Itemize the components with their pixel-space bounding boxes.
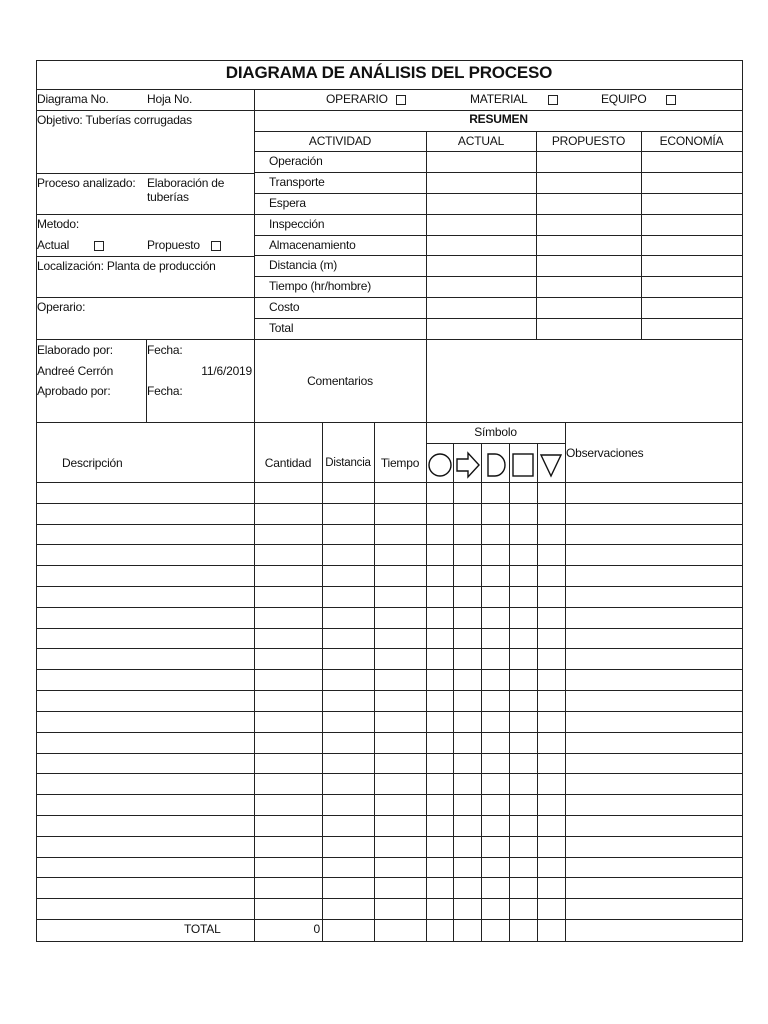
descripcion-header: Descripción [62, 456, 123, 470]
equipo-type-label: EQUIPO [601, 92, 647, 106]
grid-line [36, 297, 255, 298]
grid-line [36, 815, 743, 816]
col-actual: ACTUAL [457, 134, 505, 148]
operario-checkbox[interactable] [396, 95, 406, 105]
activity-5: Distancia (m) [269, 258, 338, 273]
elaborado-label: Elaborado por: [37, 343, 113, 357]
activity-3: Inspección [269, 216, 325, 231]
fecha-label: Fecha: [147, 343, 183, 357]
resumen-title: RESUMEN [469, 112, 528, 126]
grid-line [36, 60, 37, 942]
operario-type-label: OPERARIO [326, 92, 388, 106]
grid-line [36, 857, 743, 858]
process-analysis-sheet [36, 60, 742, 942]
proceso-value-line1: Elaboración de [147, 176, 225, 190]
comentarios-label: Comentarios [307, 374, 373, 388]
grid-line [426, 443, 566, 444]
grid-line [36, 941, 743, 942]
circle-icon [428, 451, 452, 479]
grid-line [36, 753, 743, 754]
activity-1: Transporte [269, 174, 325, 189]
grid-line [36, 89, 743, 90]
grid-line [36, 669, 743, 670]
grid-line [36, 919, 743, 920]
grid-line [426, 422, 427, 942]
grid-line [36, 214, 255, 215]
observaciones-header: Observaciones [566, 446, 644, 460]
proceso-value-line2: tuberías [147, 190, 189, 204]
grid-line [254, 214, 743, 215]
grid-line [36, 173, 255, 174]
total-label: TOTAL [184, 922, 221, 936]
grid-line [36, 648, 743, 649]
localizacion-field: Localización: Planta de producción [37, 259, 216, 273]
grid-line [36, 544, 743, 545]
grid-line [254, 318, 743, 319]
grid-line [254, 422, 255, 942]
d-shape-icon [484, 451, 508, 479]
grid-line [453, 443, 454, 942]
activity-7: Costo [269, 300, 300, 315]
proceso-label: Proceso analizado: [37, 176, 136, 190]
grid-line [36, 503, 743, 504]
grid-line [509, 443, 510, 942]
arrow-right-icon [455, 451, 481, 479]
activity-2: Espera [269, 195, 306, 210]
grid-line [254, 193, 743, 194]
hoja-label: Hoja No. [147, 92, 193, 106]
fecha-value: 11/6/2019 [201, 364, 252, 378]
grid-line [36, 690, 743, 691]
grid-line [254, 276, 743, 277]
total-value: 0 [313, 922, 320, 936]
grid-line [254, 151, 743, 152]
grid-line [254, 235, 743, 236]
grid-line [254, 297, 743, 298]
col-actividad: ACTIVIDAD [308, 134, 372, 148]
square-icon [510, 451, 536, 479]
activity-8: Total [269, 321, 294, 336]
propuesto-label: Propuesto [147, 238, 200, 252]
grid-line [36, 482, 743, 483]
grid-line [426, 339, 427, 423]
grid-line [36, 524, 743, 525]
col-propuesto: PROPUESTO [551, 134, 626, 148]
grid-line [36, 60, 743, 61]
actual-label: Actual [37, 238, 70, 252]
grid-line [537, 443, 538, 942]
metodo-label: Metodo: [37, 217, 79, 231]
grid-line [36, 732, 743, 733]
grid-line [36, 711, 743, 712]
operario-field: Operario: [37, 300, 86, 314]
grid-line [565, 422, 566, 942]
grid-line [36, 898, 743, 899]
objetivo-field: Objetivo: Tuberías corrugadas [37, 113, 192, 127]
grid-line [254, 339, 743, 340]
grid-line [36, 565, 743, 566]
grid-line [36, 794, 743, 795]
grid-line [36, 110, 743, 111]
activity-4: Almacenamiento [269, 237, 356, 252]
page-title: DIAGRAMA DE ANÁLISIS DEL PROCESO [225, 63, 553, 82]
grid-line [254, 255, 743, 256]
cantidad-header: Cantidad [264, 456, 312, 470]
propuesto-checkbox[interactable] [211, 241, 221, 251]
grid-line [36, 607, 743, 608]
aprobado-label: Aprobado por: [37, 384, 111, 398]
grid-line [481, 443, 482, 942]
activity-0: Operación [269, 154, 323, 168]
diagrama-label: Diagrama No. [37, 92, 109, 106]
grid-line [322, 422, 323, 942]
material-checkbox[interactable] [548, 95, 558, 105]
triangle-down-icon [538, 451, 564, 479]
grid-line [36, 773, 743, 774]
grid-line [36, 836, 743, 837]
grid-line [36, 586, 743, 587]
simbolo-header: Símbolo [474, 425, 517, 439]
activity-6: Tiempo (hr/hombre) [269, 279, 371, 294]
grid-line [254, 172, 743, 173]
grid-line [36, 877, 743, 878]
grid-line [36, 256, 255, 257]
elaborado-value: Andreé Cerrón [37, 364, 114, 378]
equipo-checkbox[interactable] [666, 95, 676, 105]
grid-line [36, 422, 743, 423]
col-economia: ECONOMÍA [659, 134, 724, 148]
grid-line [374, 422, 375, 942]
tiempo-header: Tiempo [380, 456, 420, 470]
grid-line [254, 131, 743, 132]
grid-line [36, 628, 743, 629]
distancia-header: Distancia [325, 457, 371, 469]
fecha2-label: Fecha: [147, 384, 183, 398]
actual-checkbox[interactable] [94, 241, 104, 251]
grid-line [146, 339, 147, 423]
material-type-label: MATERIAL [470, 92, 528, 106]
